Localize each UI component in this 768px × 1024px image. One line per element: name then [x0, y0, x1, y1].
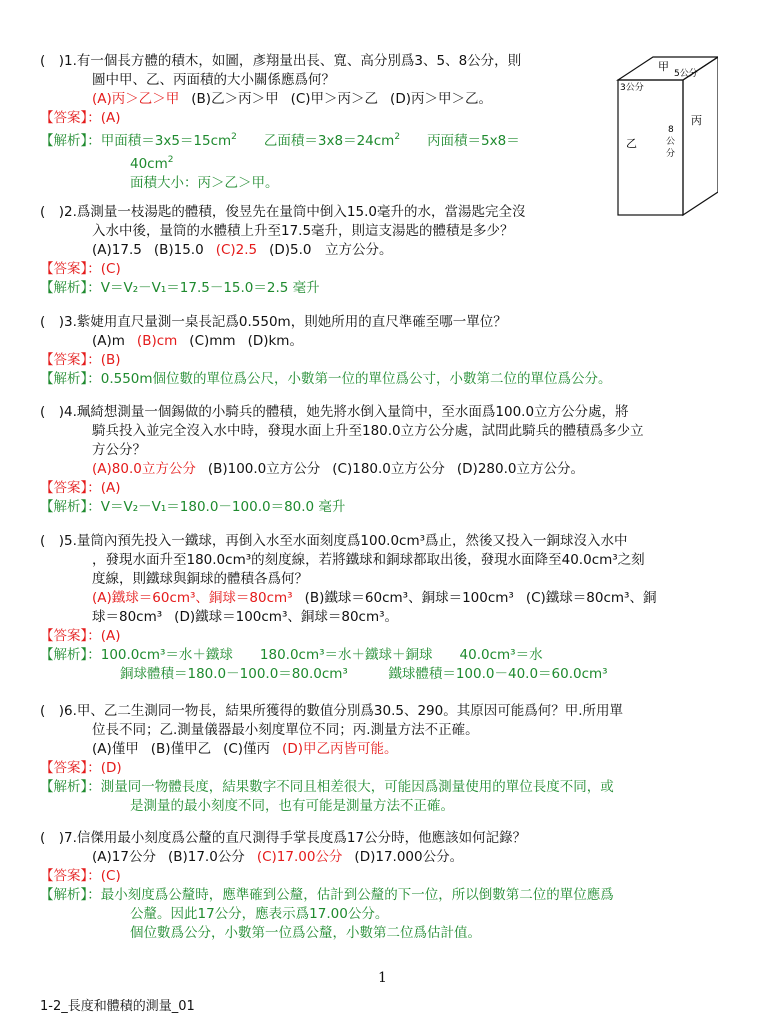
- q4-line: 方公分？: [92, 442, 146, 458]
- q5-exp-part: 銅球體積＝180.0－100.0＝80.0cm³: [120, 666, 348, 682]
- q7-option-a: (A)17公分: [92, 849, 156, 865]
- label-8cm-a: 8: [668, 125, 674, 135]
- q5-exp-part: 40.0cm³＝水: [459, 647, 543, 663]
- q7-explanation: [40, 886, 720, 905]
- q6-option-c: (C)僅丙: [223, 741, 271, 757]
- q5-options-cont: [40, 608, 720, 627]
- q2-option-a: (A)17.5: [92, 242, 142, 258]
- q5-option-d: (D)鐵球＝100cm³、銅球＝80cm³。: [174, 609, 399, 625]
- q5-option-b: (B)鐵球＝60cm³、銅球＝100cm³: [304, 590, 514, 606]
- explanation-label: 【解析】：: [40, 887, 101, 903]
- q7-exp-text: 最小刻度爲公釐時，應準確到公釐，估計到公釐的下一位，所以倒數第二位的單位應爲: [100, 887, 614, 903]
- cuboid-figure: [608, 52, 718, 217]
- q3-line: ( )3.紫婕用直尺量測一桌長記爲0.550m，則她所用的直尺準確至哪一單位？: [40, 314, 507, 330]
- q2-option-c: (C)2.5: [215, 242, 258, 258]
- question-5: [40, 532, 720, 684]
- footer-label: 1-2_長度和體積的測量_01: [40, 999, 195, 1014]
- q4-option-c: (C)180.0立方公分: [332, 461, 445, 477]
- q6-line: 位長不同；乙.測量儀器最小刻度單位不同；丙.測量方法不正確。: [92, 722, 479, 738]
- q7-explanation-cont: 個位數爲公分，小數第一位爲公釐，小數第二位爲估計值。: [130, 925, 481, 941]
- q4-option-b: (B)100.0立方公分: [207, 461, 321, 477]
- cuboid-side-face: [683, 57, 718, 215]
- q5-options: [40, 589, 720, 608]
- q7-option-c: (C)17.00公分: [256, 849, 343, 865]
- q6-options: [40, 740, 720, 759]
- label-bing: 丙: [691, 114, 702, 127]
- q5-option-c-cont: 球＝80cm³: [92, 609, 163, 625]
- q4-options: [40, 460, 720, 479]
- question-1: [40, 52, 600, 193]
- q1-line: 圖中甲、乙、丙面積的大小關係應爲何？: [92, 72, 335, 88]
- q4-line: 騎兵投入並完全沒入水中時，發現水面上升至180.0立方公分處，試問此騎兵的體積爲多少立: [92, 423, 644, 439]
- q3-option-c: (C)mm: [189, 333, 236, 349]
- q5-exp-part: 100.0cm³＝水＋鐵球: [100, 647, 233, 663]
- q3-options: [40, 332, 720, 351]
- q5-line: ( )5.量筒內預先投入一鐵球，再倒入水至水面刻度爲100.0cm³爲止，然後又投入一銅球沒入水中: [40, 533, 628, 549]
- q2-options: [40, 241, 720, 260]
- q4-line: ( )4.珮綺想測量一個錫做的小騎兵的體積，她先將水倒入量筒中，至水面爲100.0立方公分處，將: [40, 404, 629, 420]
- q5-explanation-cont: [40, 665, 720, 684]
- q6-option-b: (B)僅甲乙: [150, 741, 212, 757]
- q6-option-d: (D)甲乙丙皆可能。: [282, 741, 398, 757]
- q6-answer: 【答案】：(D): [40, 760, 122, 776]
- q5-option-c: (C)鐵球＝80cm³、銅: [525, 590, 657, 606]
- q5-answer: 【答案】：(A): [40, 628, 121, 644]
- q1-exp-part: 40cm: [130, 156, 168, 172]
- q2-explanation: [40, 279, 720, 298]
- q5-exp-part: 鐵球體積＝100.0－40.0＝60.0cm³: [388, 666, 608, 682]
- q2-line: 入水中後，量筒的水體積上升至17.5毫升，則這支湯匙的體積是多少？: [92, 223, 514, 239]
- q7-option-b: (B)17.0公分: [167, 849, 245, 865]
- q4-explanation: [40, 498, 720, 517]
- q2-option-d: (D)5.0 立方公分。: [269, 242, 393, 258]
- explanation-label: 【解析】：: [40, 133, 101, 149]
- explanation-label: 【解析】：: [40, 371, 101, 387]
- q3-explanation: [40, 370, 720, 389]
- q3-option-a: (A)m: [92, 333, 125, 349]
- q1-option-b: (B)乙＞丙＞甲: [191, 91, 279, 107]
- q1-line: ( )1.有一個長方體的積木，如圖，彥翔量出長、寬、高分別爲3、5、8公分，則: [40, 53, 522, 69]
- q1-exp-part: 乙面積＝3x8＝24cm: [263, 133, 395, 149]
- q7-line: ( )7.信傑用最小刻度爲公釐的直尺測得手掌長度爲17公分時，他應該如何記錄？: [40, 830, 527, 846]
- q1-explanation: [40, 128, 600, 151]
- question-4: [40, 403, 720, 517]
- label-8cm-b: 公: [666, 137, 676, 147]
- q1-exp-part: 甲面積＝3x5＝15cm: [100, 133, 232, 149]
- sup: 2: [167, 155, 174, 165]
- q3-answer: 【答案】：(B): [40, 352, 121, 368]
- q6-option-a: (A)僅甲: [92, 741, 139, 757]
- q1-option-d: (D)丙＞甲＞乙。: [390, 91, 492, 107]
- q7-options: [40, 848, 720, 867]
- q1-option-a: (A)丙＞乙＞甲: [92, 91, 180, 107]
- q4-answer: 【答案】：(A): [40, 480, 121, 496]
- q6-explanation: [40, 778, 720, 797]
- q2-option-b: (B)15.0: [153, 242, 204, 258]
- q1-answer: 【答案】：(A): [40, 110, 121, 126]
- q6-exp-text: 測量同一物體長度，結果數字不同且相差很大，可能因爲測量使用的單位長度不同，或: [100, 779, 614, 795]
- q4-option-d: (D)280.0立方公分。: [456, 461, 584, 477]
- q7-explanation-cont: 公釐。因此17公分，應表示爲17.00公分。: [130, 906, 389, 922]
- q3-exp-text: 0.550m個位數的單位爲公尺，小數第一位的單位爲公寸，小數第二位的單位爲公分。: [100, 371, 612, 387]
- question-6: [40, 702, 720, 816]
- q2-line: ( )2.爲測量一枝湯匙的體積，俊昱先在量筒中倒入15.0毫升的水，當湯匙完全沒: [40, 204, 526, 220]
- q4-option-a: (A)80.0立方公分: [92, 461, 196, 477]
- page-number: 1: [378, 970, 387, 986]
- q7-option-d: (D)17.000公分。: [354, 849, 464, 865]
- explanation-label: 【解析】：: [40, 647, 101, 663]
- q4-exp-text: V＝V₂－V₁＝180.0－100.0＝80.0 毫升: [100, 499, 346, 515]
- q1-option-c: (C)甲＞丙＞乙: [290, 91, 379, 107]
- label-5cm: 5公分: [674, 69, 698, 79]
- explanation-label: 【解析】：: [40, 280, 101, 296]
- sup: 2: [231, 132, 237, 142]
- explanation-label: 【解析】：: [40, 779, 101, 795]
- q6-line: ( )6.甲、乙二生測同一物長，結果所獲得的數值分別爲30.5、290。其原因可能爲何？甲.所用單: [40, 703, 624, 719]
- label-8cm-c: 分: [666, 149, 676, 159]
- q1-explanation-cont: [40, 151, 600, 174]
- sup: 2: [394, 132, 401, 142]
- q5-explanation: [40, 646, 720, 665]
- q5-line: 度線，則鐵球與銅球的體積各爲何？: [92, 571, 308, 587]
- q3-option-b: (B)cm: [136, 333, 178, 349]
- q7-answer: 【答案】：(C): [40, 868, 121, 884]
- q6-explanation-cont: 是測量的最小刻度不同，也有可能是測量方法不正確。: [130, 798, 454, 814]
- q2-exp-text: V＝V₂－V₁＝17.5－15.0＝2.5 毫升: [100, 280, 320, 296]
- q2-answer: 【答案】：(C): [40, 261, 121, 277]
- question-7: [40, 829, 720, 943]
- label-yi: 乙: [626, 137, 637, 150]
- q1-explanation-cont: 面積大小：丙＞乙＞甲。: [130, 175, 279, 191]
- q3-option-d: (D)km。: [247, 333, 303, 349]
- label-3cm: 3公分: [620, 83, 644, 93]
- label-jia: 甲: [658, 60, 669, 73]
- question-2: [40, 203, 720, 298]
- q5-line: ，發現水面升至180.0cm³的刻度線，若將鐵球和銅球都取出後，發現水面降至40.0cm³之刻: [92, 552, 645, 568]
- q1-exp-part: 丙面積＝5x8＝: [427, 133, 520, 149]
- q5-exp-part: 180.0cm³＝水＋鐵球＋銅球: [259, 647, 433, 663]
- q5-option-a: (A)鐵球＝60cm³、銅球＝80cm³: [92, 590, 293, 606]
- explanation-label: 【解析】：: [40, 499, 101, 515]
- question-3: [40, 313, 720, 389]
- q1-options: [40, 90, 600, 109]
